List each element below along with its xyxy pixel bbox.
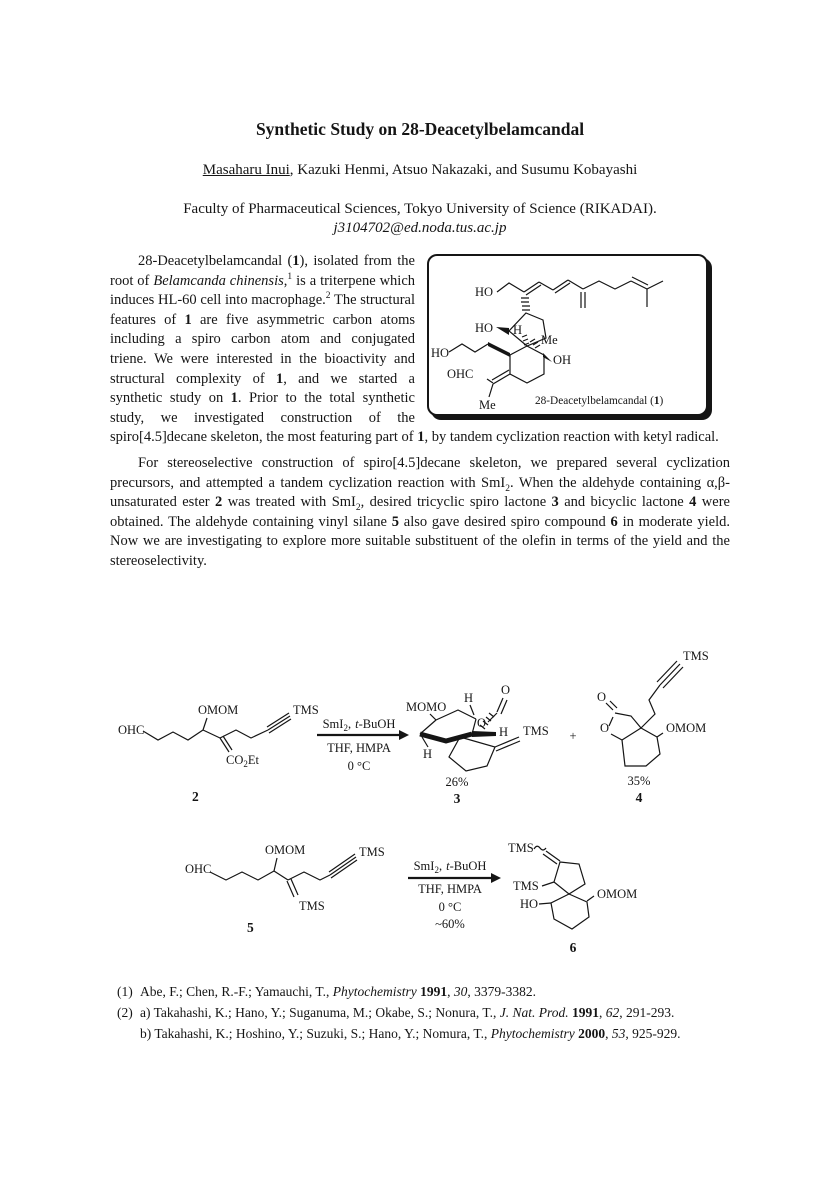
label-ho-left: HO <box>431 346 450 360</box>
reference-text: b) Takahashi, K.; Hoshino, Y.; Suzuki, S.; Hano, Y.; Nomura, T., Phytochemistry 2000, 53, 925-929. <box>140 1026 681 1041</box>
label-omom: OMOM <box>265 843 306 857</box>
email-line: j3104702@ed.noda.tus.ac.jp <box>333 220 507 236</box>
scheme-2 <box>110 840 730 965</box>
label-o-carbonyl: O <box>597 690 607 704</box>
compound-3-yield: 26% <box>445 775 469 789</box>
label-omom: OMOM <box>198 703 239 717</box>
reference-text: a) Takahashi, K.; Hano, Y.; Suganuma, M.; Okabe, S.; Nonura, T., J. Nat. Prod. 1991, 62, 291-293. <box>140 1005 675 1020</box>
label-ho-top: HO <box>475 285 494 299</box>
label-tms: TMS <box>683 649 709 663</box>
references <box>117 981 757 1044</box>
scheme-1 <box>110 640 730 815</box>
label-o-ring: O <box>600 721 610 735</box>
label-h-top: H <box>464 691 474 705</box>
label-co2et: $CO_2Et$ <box>226 753 259 769</box>
conditions-line-2: THF, HMPA <box>327 741 391 755</box>
compound-4-structure <box>597 649 709 805</box>
compound-5-structure <box>185 843 385 935</box>
label-tms: TMS <box>293 703 319 717</box>
label-h-mid: H <box>513 323 523 337</box>
compound-5-number: 5 <box>247 920 254 935</box>
label-tms-left: TMS <box>513 879 539 893</box>
affiliation-line: Faculty of Pharmaceutical Sciences, Tokyo University of Science (RIKADAI). <box>183 201 657 217</box>
structure-1-labels <box>431 285 664 412</box>
abstract-body <box>110 252 730 572</box>
label-omom: OMOM <box>597 887 638 901</box>
label-me-mid: Me <box>541 333 558 347</box>
reference-item-2a <box>117 1002 757 1023</box>
reference-text: Abe, F.; Chen, R.-F.; Yamauchi, T., Phytochemistry 1991, 30, 3379-3382. <box>140 984 536 999</box>
conditions-line-4: ~60% <box>435 917 465 931</box>
compound-2-number: 2 <box>192 789 199 804</box>
label-omom: OMOM <box>666 721 707 735</box>
label-o-ring: O <box>477 716 487 730</box>
label-oh-right: OH <box>553 353 572 367</box>
label-tms-top: TMS <box>508 841 534 855</box>
reference-marker: (2) <box>117 1005 133 1020</box>
conditions-line-1: SmI$_2$, t-BuOH <box>322 717 396 733</box>
abstract-paragraph-1: HO HO HO H Me OH OHC Me 28-Deacetylbelamcandal (1) 28-Deacetylbelamcandal (1), isolated from the root of Belamcanda chinensis,$^1$ is a triterpene which induces HL-60 cell into macrophage.$^2$ The structural features of 1 are five asymmetric carbon atoms including a spiro carbon atom and conjugated triene. We were interested in the bioactivity and structural complexity of 1, and we started a synthetic study on 1. Prior to the total synthetic study, we investigated construction of the spiro[4.5]decane skeleton, the most featuring part of 1, by tandem cyclization reaction with ketyl radical. <box>110 253 719 446</box>
compound-6-number: 6 <box>569 940 577 955</box>
reference-marker: (1) <box>117 984 133 999</box>
reaction-schemes <box>110 640 730 970</box>
compound-6-structure <box>508 841 637 955</box>
page-title: Synthetic Study on 28-Deacetylbelamcandal <box>255 119 585 139</box>
label-tms: TMS <box>523 724 549 738</box>
label-tms-top: TMS <box>359 845 385 859</box>
reference-item-2b <box>117 1023 757 1044</box>
compound-3-number: 3 <box>453 791 461 806</box>
reaction-arrow-2 <box>408 859 501 931</box>
label-ho: HO <box>520 897 539 911</box>
compound-2-structure <box>118 703 319 804</box>
plus-sign: + <box>569 729 577 743</box>
compound-3-structure <box>406 683 549 806</box>
abstract-paragraph-2: For stereoselective construction of spiro[4.5]decane skeleton, we prepared several cyclization precursors, and attempted a tandem cyclization reaction with SmI$_2$. When the aldehyde containing α,β-unsaturated ester 2 was treated with SmI$_2$, desired tricyclic spiro lactone 3 and bicyclic lactone 4 were obtained. The aldehyde containing vinyl silane 5 also gave desired spiro compound 6 in moderate yield. Now we are investigating to explore more suitable substituent of the olefin in terms of the yield and the stereoselectivity. <box>110 454 730 569</box>
label-h-right: H <box>499 725 509 739</box>
label-ho-mid: HO <box>475 321 494 335</box>
label-o-carbonyl: O <box>501 683 511 697</box>
compound-4-yield: 35% <box>627 774 651 788</box>
label-h-left: H <box>423 747 433 761</box>
figure-caption: 28-Deacetylbelamcandal (1) <box>535 395 664 407</box>
structure-1-figure-box <box>427 254 708 416</box>
label-momo: MOMO <box>406 700 447 714</box>
label-ohc: OHC <box>185 862 212 876</box>
paper-content <box>110 118 730 572</box>
conditions-line-3: 0 °C <box>347 759 371 773</box>
structure-1-drawing <box>429 256 706 414</box>
reaction-arrow-1 <box>317 717 409 773</box>
reference-item-1 <box>117 981 757 1002</box>
conditions-line-3: 0 °C <box>438 900 462 914</box>
label-ohc: OHC <box>118 723 145 737</box>
authors-line: Masaharu Inui, Kazuki Henmi, Atsuo Nakazaki, and Susumu Kobayashi <box>202 162 638 178</box>
label-ohc: OHC <box>447 367 474 381</box>
conditions-line-1: SmI$_2$, t-BuOH <box>413 859 487 875</box>
label-me-bottom: Me <box>479 398 496 412</box>
conditions-line-2: THF, HMPA <box>418 882 482 896</box>
label-tms-bottom: TMS <box>299 899 325 913</box>
compound-4-number: 4 <box>635 790 643 805</box>
